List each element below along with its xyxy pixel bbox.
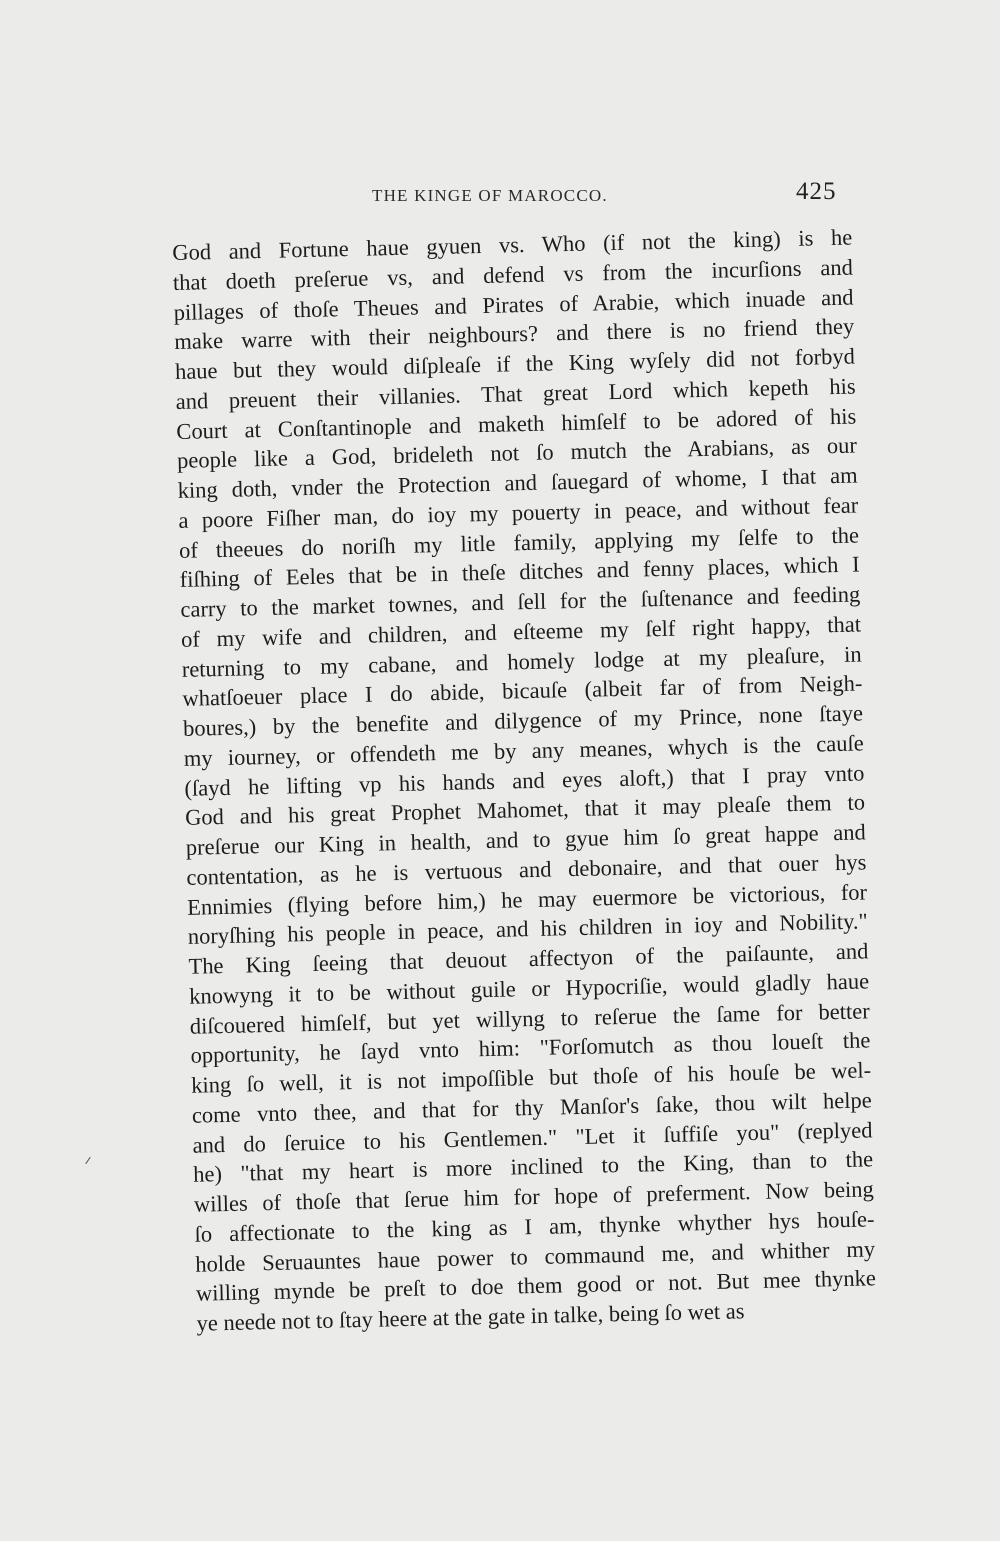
- text-line: king doth, vnder the Protection and ſauegard of whome, I that am: [177, 462, 858, 503]
- body-text: [172, 223, 877, 1339]
- text-line: God and his great Prophet Mahomet, that it may pleaſe them to: [184, 789, 866, 831]
- text-line: of theeues do noriſh my litle family, applying my ſelfe to the: [178, 521, 860, 563]
- text-line: holde Seruauntes haue power to commaund me, and whither my: [194, 1235, 876, 1277]
- text-line: whatſoeuer place I do abide, bicauſe (albeit far of from Neigh-: [182, 670, 863, 712]
- text-line: ye neede not to ſtay heere at the gate in talke, being ſo wet as: [196, 1298, 745, 1336]
- text-line: willes of thoſe that ſerue him for hope of preferment. Now being: [193, 1176, 875, 1217]
- text-line: that doeth preſerue vs, and defend vs from the incurſions and: [172, 254, 854, 295]
- text-line: ſo affectionate to the king as I am, thynke whyther hys houſe-: [194, 1206, 875, 1247]
- text-line: make warre with their neighbours? and there is no friend they: [174, 313, 855, 355]
- text-line: a poore Fiſher man, do ioy my pouerty in peace, and without fear: [178, 492, 859, 533]
- text-line: The King ſeeing that deuout affectyon of the paiſaunte, and: [188, 938, 869, 979]
- text-line: of my wife and children, and eſteeme my ſelf right happy, that: [180, 611, 862, 652]
- text-line: my iourney, or offendeth me by any meanes, whych is the cauſe: [183, 730, 864, 771]
- text-line: willing mynde be preſt to doe them good or not. But mee thynke: [195, 1265, 877, 1306]
- text-line: boures,) by the benefite and dilygence of my Prince, none ſtaye: [182, 700, 864, 741]
- text-line: come vnto thee, and that for thy Manſor's ſake, thou wilt helpe: [191, 1087, 873, 1128]
- text-line: and do ſeruice to his Gentlemen." "Let it ſuffiſe you" (replyed: [192, 1116, 873, 1158]
- stray-pencil-mark: [85, 1157, 90, 1164]
- text-line: contentation, as he is vertuous and debonaire, and that ouer hys: [186, 849, 867, 890]
- page-number: 425: [796, 178, 837, 205]
- text-line: noryſhing his people in peace, and his children in ioy and Nobility.": [187, 908, 868, 950]
- text-line: (ſayd he lifting vp his hands and eyes aloft,) that I pray vnto: [184, 759, 865, 801]
- text-line: haue but they would diſpleaſe if the King wyſely did not forbyd: [174, 343, 856, 384]
- text-line: diſcouered himſelf, but yet willyng to reſerue the ſame for better: [189, 997, 870, 1039]
- text-line: returning to my cabane, and homely lodge at my pleaſure, in: [181, 640, 862, 682]
- text-line: he) "that my heart is more inclined to the King, than to the: [192, 1146, 874, 1188]
- text-line: pillages of thoſe Theues and Pirates of Arabie, which inuade and: [173, 284, 854, 325]
- text-line: Ennimies (flying before him,) he may euermore be victorious, for: [186, 878, 868, 920]
- text-line: carry to the market townes, and ſell for the ſuſtenance and feeding: [180, 581, 861, 622]
- text-line: and preuent their villanies. That great Lord which kepeth his: [175, 373, 856, 414]
- running-title: THE KINGE OF MAROCCO.: [372, 186, 608, 205]
- text-line: people like a God, brideleth not ſo mutch the Arabians, as our: [176, 432, 858, 474]
- text-line: God and Fortune haue gyuen vs. Who (if not the king) is he: [172, 224, 853, 265]
- text-line: opportunity, he ſayd vnto him: "Forſomutch as thou loueſt the: [190, 1027, 871, 1069]
- text-line: preſerue our King in health, and to gyue him ſo great happe and: [185, 819, 866, 860]
- text-line: knowyng it to be without guile or Hypocriſie, would gladly haue: [188, 968, 870, 1009]
- text-line: Court at Conſtantinople and maketh himſelf to be adored of his: [176, 403, 857, 444]
- text-line: fiſhing of Eeles that be in theſe ditches and fenny places, which I: [179, 551, 860, 593]
- text-line: king ſo well, it is not impoſſible but thoſe of his houſe be wel-: [190, 1057, 872, 1098]
